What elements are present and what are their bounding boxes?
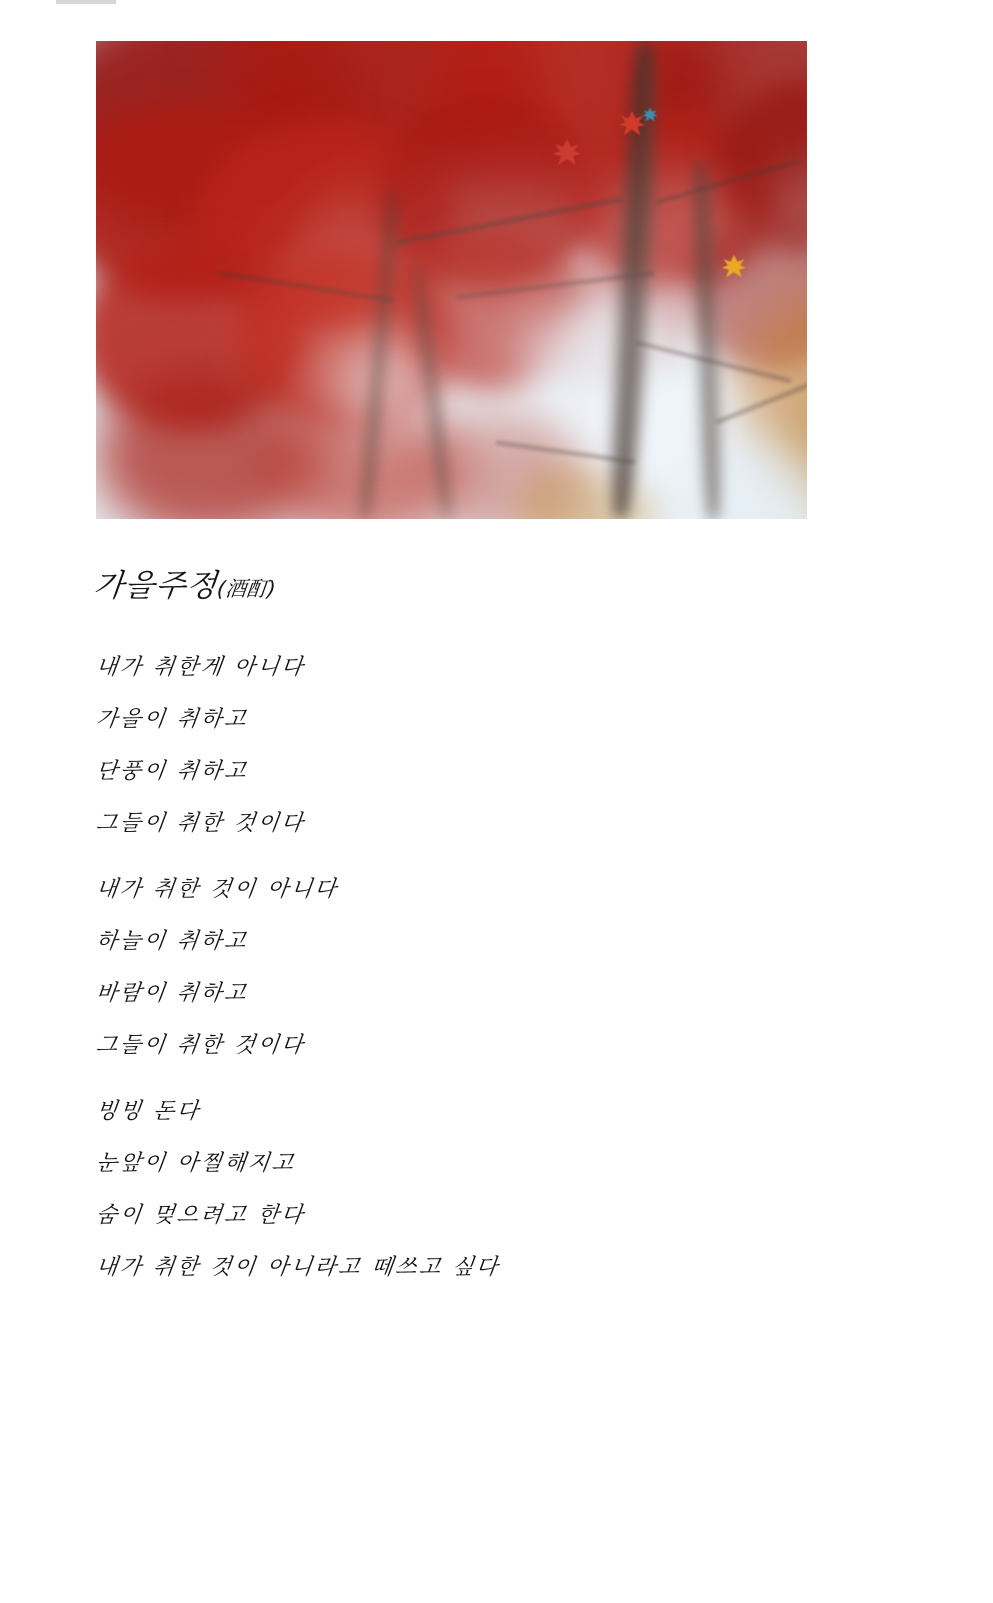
poem-line: 가을이 취하고 xyxy=(94,707,250,732)
top-edge-strip xyxy=(56,0,116,4)
photo-canvas xyxy=(96,41,807,519)
poem-line: 숨이 멎으려고 한다 xyxy=(94,1203,307,1228)
photo-haze xyxy=(96,41,807,519)
page-title xyxy=(92,560,895,605)
stanza-1 xyxy=(92,657,892,835)
stanza-2 xyxy=(92,879,892,1057)
poem-line: 그들이 취한 것이다 xyxy=(94,1033,307,1058)
poem-line: 내가 취한게 아니다 xyxy=(94,655,307,680)
page-title-text: 가을주정 xyxy=(91,568,220,604)
poem-line: 내가 취한 것이 아니라고 떼쓰고 싶다 xyxy=(94,1255,502,1280)
poem-line: 그들이 취한 것이다 xyxy=(94,811,307,836)
poem-line: 눈앞이 아찔해지고 xyxy=(94,1151,298,1176)
poem-body xyxy=(92,560,892,1279)
poem-line: 하늘이 취하고 xyxy=(94,929,250,954)
stanza-3 xyxy=(92,1101,892,1279)
poem-line: 빙빙 돈다 xyxy=(94,1099,203,1124)
poem-line: 바람이 취하고 xyxy=(94,981,250,1006)
poem-line: 내가 취한 것이 아니다 xyxy=(94,877,340,902)
page-title-hanja: (酒酊) xyxy=(215,577,277,601)
poem-line: 단풍이 취하고 xyxy=(94,759,250,784)
autumn-maple-photo xyxy=(96,41,807,519)
